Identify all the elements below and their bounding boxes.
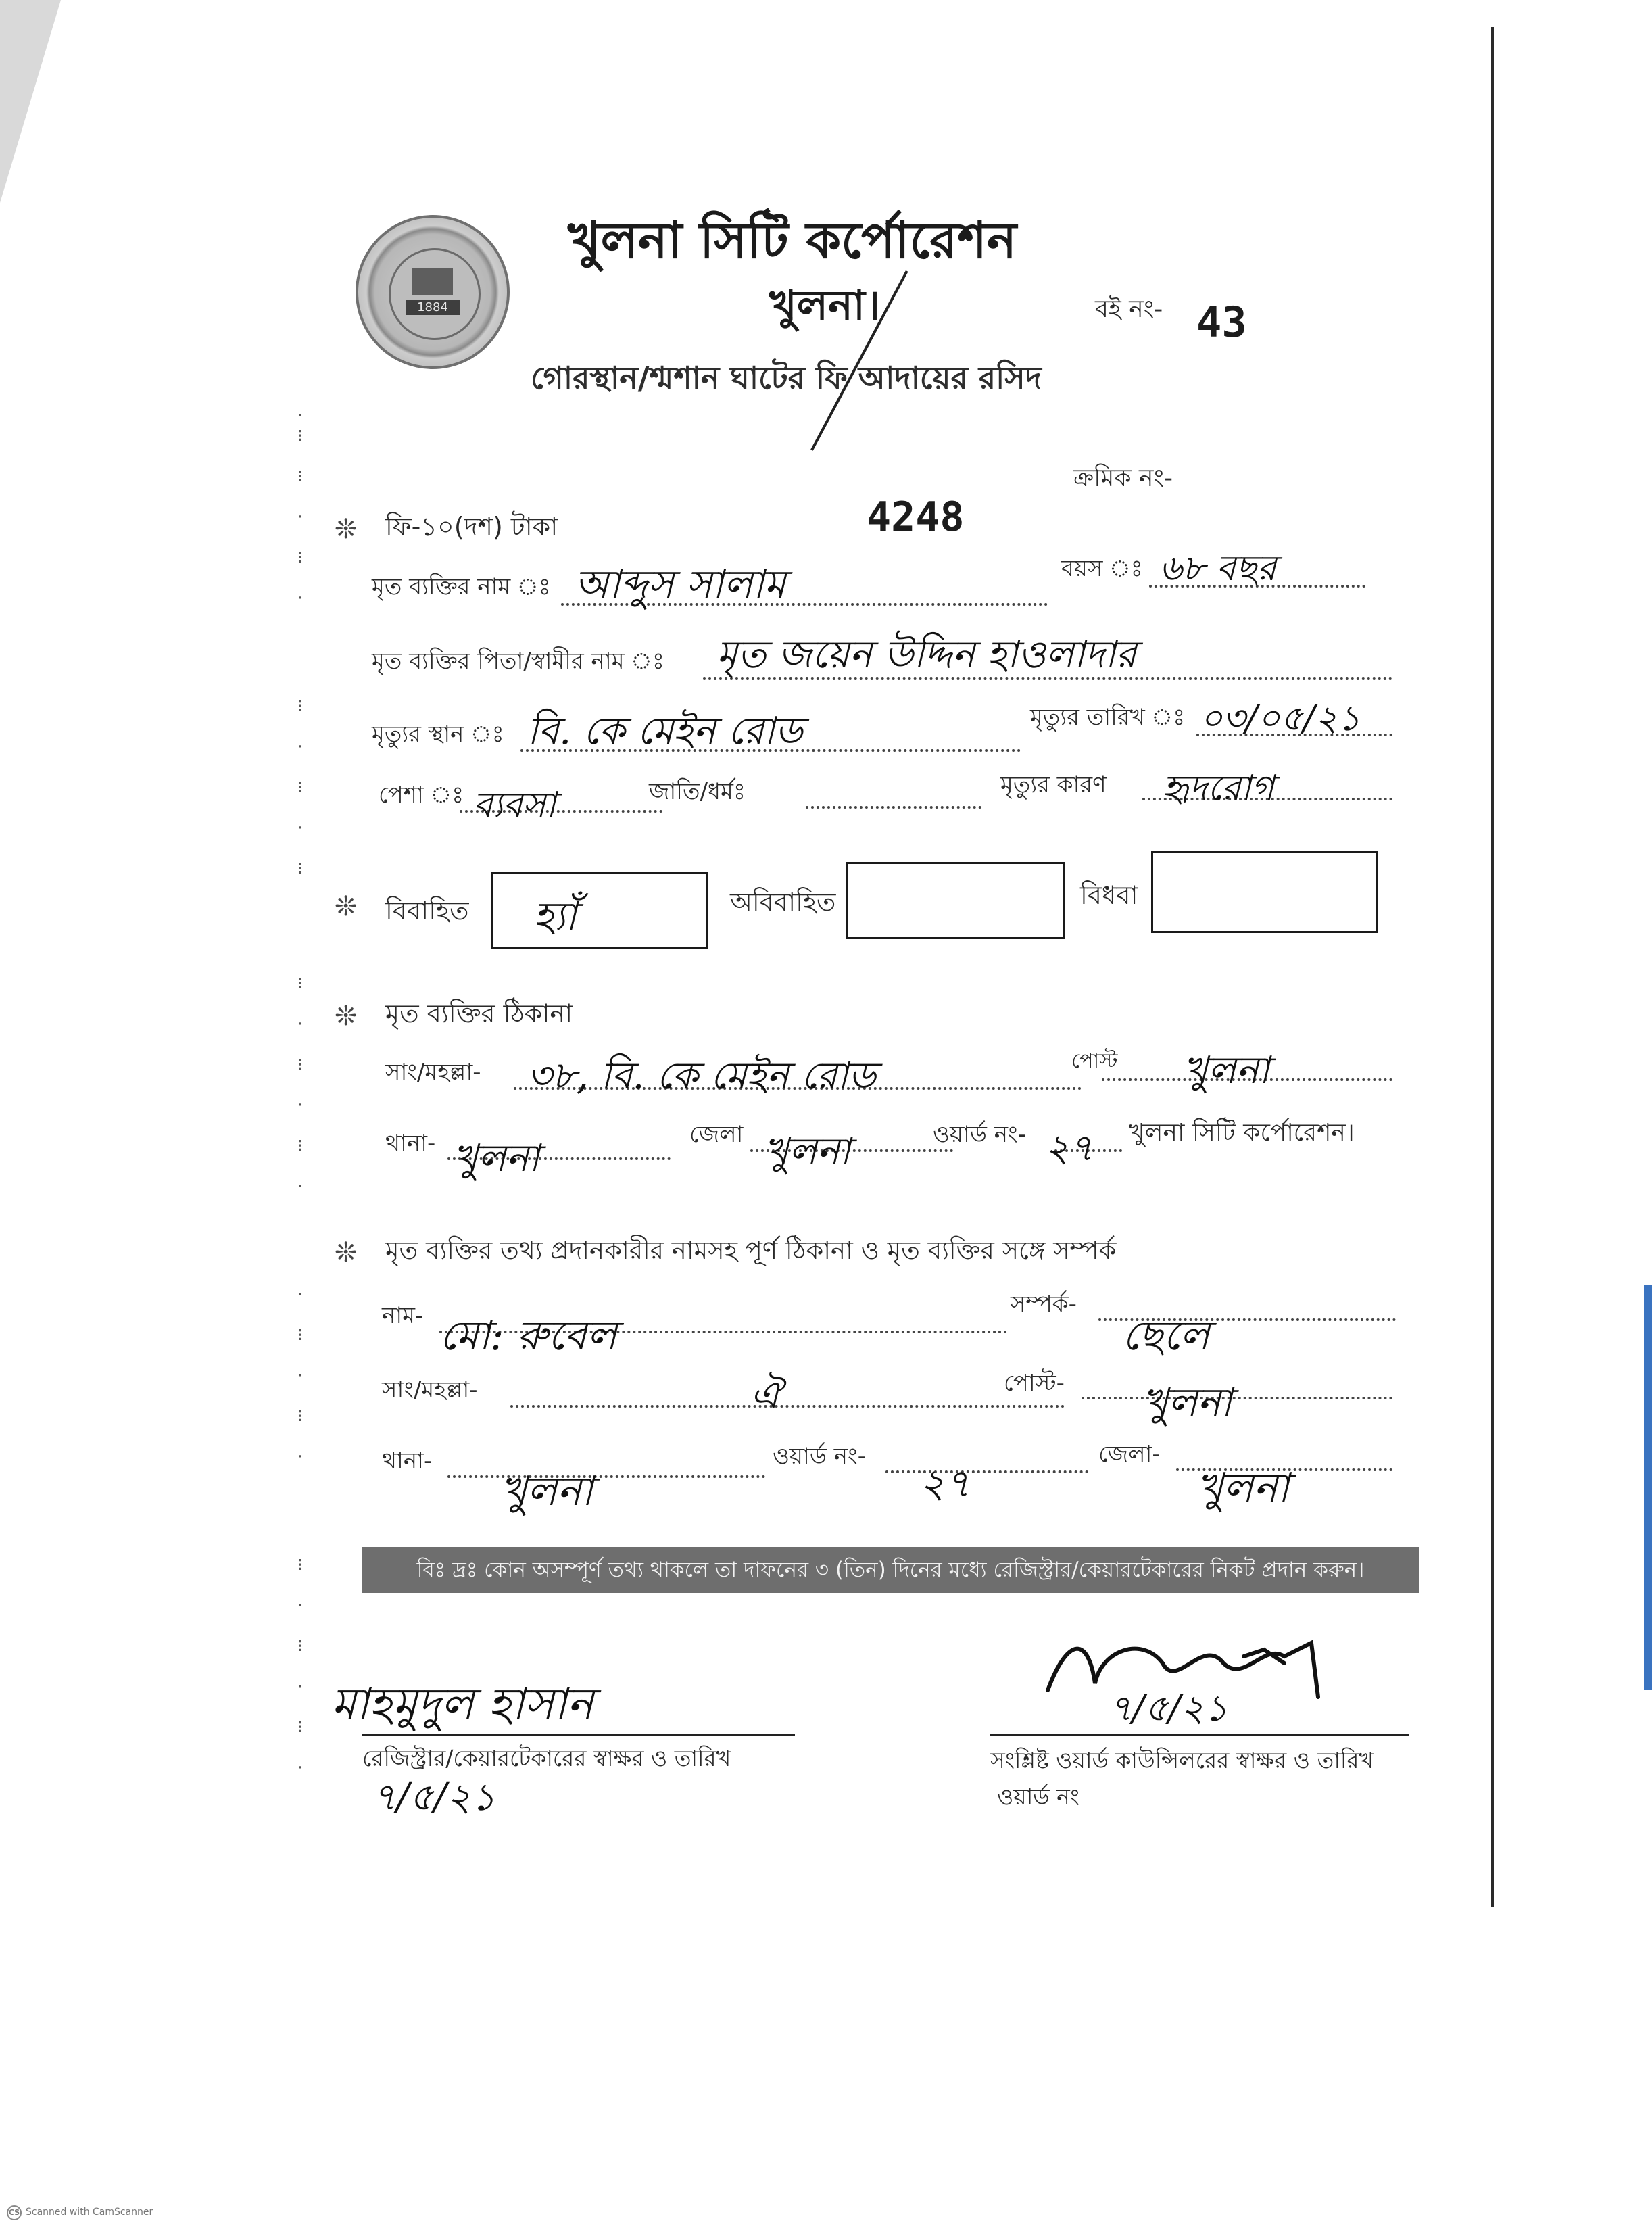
address-thana-label: থানা- — [385, 1130, 436, 1157]
councillor-signature-label: সংশ্লিষ্ট ওয়ার্ড কাউন্সিলরের স্বাক্ষর ও তারিখ — [990, 1747, 1374, 1773]
deceased-name-label: মৃত ব্যক্তির নাম ঃ — [372, 573, 551, 600]
book-no-value: 43 — [1196, 297, 1247, 347]
scanner-logo-icon: CS — [7, 2205, 22, 2220]
serial-no-label: ক্রমিক নং- — [1073, 464, 1173, 492]
binding-marks: ⁝ · ⁝ · ⁝ · — [297, 1555, 303, 1778]
address-post-value: খুলনা — [1183, 1049, 1270, 1093]
binding-marks: ⁝ · ⁝ · ⁝ · — [297, 974, 303, 1197]
informant-post-label: পোস্ট- — [1004, 1370, 1065, 1397]
death-place-label: মৃত্যুর স্থান ঃ — [372, 721, 504, 748]
dotted-line — [510, 1405, 1065, 1408]
informant-name-label: নাম- — [382, 1302, 424, 1329]
married-value: হ্যাঁ — [533, 893, 577, 939]
address-heading: মৃত ব্যক্তির ঠিকানা — [385, 999, 573, 1028]
page-fold-shadow — [0, 0, 61, 203]
snowflake-bullet-icon: ❊ — [335, 891, 358, 922]
religion-label: জাতি/ধর্মঃ — [649, 778, 746, 805]
dotted-line — [1082, 1397, 1392, 1399]
scanner-text: Scanned with CamScanner — [26, 2207, 153, 2218]
binding-marks: ⁝ · ⁝ · ⁝ — [297, 696, 303, 879]
informant-district-label: জেলা- — [1098, 1441, 1161, 1468]
page-edge — [1491, 27, 1494, 1907]
occupation-value: ব্যবসা — [473, 785, 556, 826]
informant-name-value: মো: রুবেল — [439, 1312, 617, 1360]
unmarried-checkbox[interactable] — [846, 862, 1065, 939]
widow-label: বিধবা — [1080, 880, 1138, 910]
fee-label: ফি-১০(দশ) টাকা — [385, 512, 558, 542]
unmarried-label: অবিবাহিত — [730, 887, 836, 917]
councillor-date: ৭/৫/২১ — [1109, 1687, 1228, 1729]
married-checkbox[interactable] — [491, 872, 708, 949]
informant-ward-label: ওয়ার্ড নং- — [773, 1443, 866, 1470]
book-no-label: বই নং- — [1095, 295, 1163, 323]
address-area-value: ৩৮, বি. কে মেইন রোড — [527, 1054, 876, 1098]
address-district-value: খুলনা — [764, 1130, 851, 1174]
death-cause-label: মৃত্যুর কারণ — [1000, 771, 1107, 798]
address-thana-value: খুলনা — [453, 1137, 540, 1180]
dotted-line — [447, 1475, 765, 1478]
informant-heading: মৃত ব্যক্তির তথ্য প্রদানকারীর নামসহ পূর্ণ ঠিকানা ও মৃত ব্যক্তির সঙ্গে সম্পর্ক — [385, 1236, 1117, 1265]
registrar-signature: মাহমুদুল হাসান — [331, 1678, 593, 1730]
address-ward-label: ওয়ার্ড নং- — [933, 1121, 1026, 1148]
scanner-watermark — [7, 2205, 153, 2220]
serial-no-value: 4248 — [867, 494, 965, 541]
address-corporation-label: খুলনা সিটি কর্পোরেশন। — [1129, 1119, 1355, 1147]
background-edge — [1644, 1285, 1652, 1690]
age-value: ৬৮ বছর — [1159, 548, 1277, 589]
death-date-label: মৃত্যুর তারিখ ঃ — [1030, 704, 1186, 731]
widow-checkbox[interactable] — [1151, 851, 1378, 933]
org-title: খুলনা সিটি কর্পোরেশন — [568, 212, 1017, 270]
registrar-signature-line — [362, 1734, 795, 1736]
city-corporation-seal — [356, 215, 510, 369]
death-place-value: বি. কে মেইন রোড — [527, 709, 803, 753]
notice-bar: বিঃ দ্রঃ কোন অসম্পূর্ণ তথ্য থাকলে তা দাফনের ৩ (তিন) দিনের মধ্যে রেজিস্ট্রার/কেয়ারটেকারের নিকট প্রদান করুন। — [362, 1547, 1419, 1593]
informant-district-value: খুলনা — [1196, 1464, 1290, 1512]
seal-building-icon — [412, 268, 453, 295]
registrar-signature-label: রেজিস্ট্রার/কেয়ারটেকারের স্বাক্ষর ও তারিখ — [362, 1745, 731, 1771]
seal-year: 1884 — [406, 300, 460, 315]
death-date-value: ০৩/০৫/২১ — [1200, 698, 1361, 739]
snowflake-bullet-icon: ❊ — [335, 514, 358, 545]
binding-marks: · ⁝ ⁝ · ⁝ · — [297, 406, 303, 608]
informant-relation-value: ছেলে — [1122, 1312, 1210, 1360]
father-name-value: মৃত জয়েন উদ্দিন হাওলাদার — [716, 633, 1137, 677]
address-post-label: পোস্ট — [1071, 1049, 1118, 1073]
informant-relation-label: সম্পর্ক- — [1011, 1291, 1077, 1318]
dotted-line — [885, 1470, 1088, 1473]
city-name: খুলনা। — [769, 281, 881, 330]
married-label: বিবাহিত — [385, 896, 469, 926]
informant-ward-value: ২৭ — [919, 1460, 971, 1506]
informant-thana-value: খুলনা — [500, 1468, 593, 1515]
dotted-line — [806, 806, 981, 809]
deceased-name-value: আব্দুস সালাম — [575, 561, 786, 607]
binding-marks: · ⁝ · ⁝ · — [297, 1285, 303, 1467]
informant-post-value: খুলনা — [1142, 1379, 1232, 1425]
ward-no-label: ওয়ার্ড নং — [997, 1784, 1079, 1810]
father-name-label: মৃত ব্যক্তির পিতা/স্বামীর নাম ঃ — [372, 648, 664, 675]
informant-area-value: ঐ — [750, 1373, 781, 1417]
receipt-title: গোরস্থান/শ্মশান ঘাটের ফি আদায়ের রসিদ — [531, 360, 1042, 396]
registrar-date: ৭/৫/২১ — [372, 1775, 496, 1819]
address-area-label: সাং/মহল্লা- — [385, 1059, 481, 1086]
councillor-signature-line — [990, 1734, 1409, 1736]
snowflake-bullet-icon: ❊ — [335, 1001, 358, 1032]
occupation-label: পেশা ঃ — [379, 782, 464, 809]
death-cause-value: হৃদরোগ — [1163, 768, 1274, 809]
address-district-label: জেলা — [689, 1121, 744, 1148]
informant-thana-label: থানা- — [382, 1448, 433, 1475]
informant-area-label: সাং/মহল্লা- — [382, 1377, 478, 1404]
snowflake-bullet-icon: ❊ — [335, 1237, 358, 1268]
age-label: বয়স ঃ — [1061, 555, 1143, 582]
address-ward-value: ২৭ — [1044, 1126, 1094, 1170]
